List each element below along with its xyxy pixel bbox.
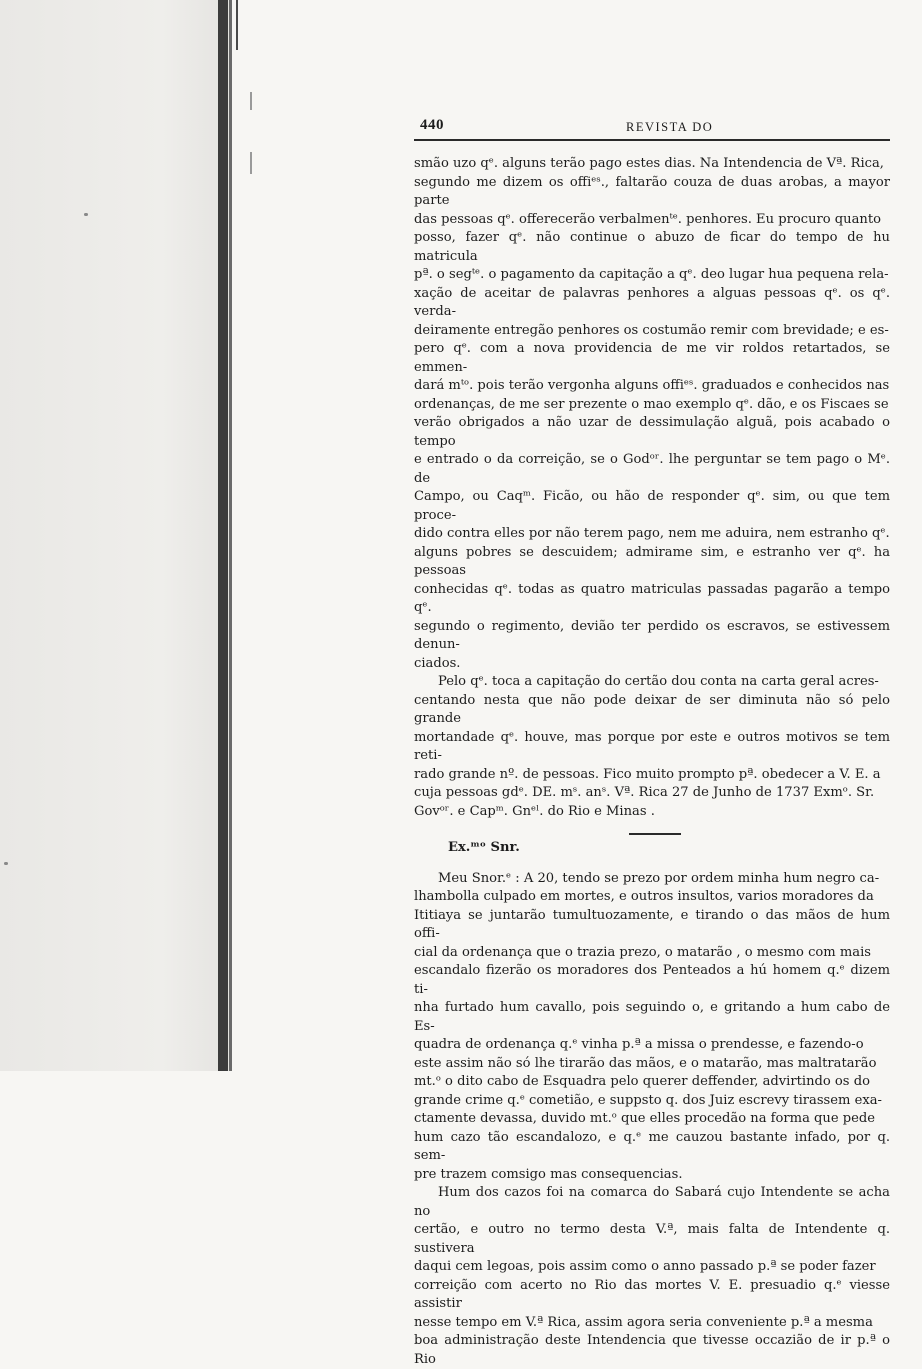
text-line: Meu Snor.ᵉ : A 20, tendo se prezo por ordem minha hum negro ca- — [438, 870, 880, 886]
text-line: ordenanças, de me ser prezente o mao exemplo qᵉ. dão, e os Fiscaes se — [414, 396, 889, 412]
paragraph — [414, 155, 890, 673]
text-line: cial da ordenança que o trazia prezo, o matarão , o mesmo com mais — [414, 944, 872, 960]
header-rule — [414, 139, 890, 141]
gutter-mark — [250, 152, 252, 174]
paragraph — [414, 870, 890, 1185]
page-header — [414, 112, 890, 138]
text-line: smão uzo qᵉ. alguns terão pago estes dias. Na Intendencia de Vª. Rica, — [414, 156, 884, 171]
letter-separator — [629, 833, 681, 835]
text-line: verão obrigados a não uzar de dessimulação alguã, pois acabado o tempo — [414, 415, 890, 449]
book-spine-edge — [229, 0, 232, 1071]
text-line: ciados. — [414, 655, 461, 671]
text-line: este assim não só lhe tirarão das mãos, e o matarão, mas maltratarão — [414, 1055, 877, 1071]
text-line: ctamente devassa, duvido mt.ᵒ que elles procedão na forma que pede — [414, 1111, 876, 1126]
book-gutter — [0, 0, 232, 1071]
text-line: daqui cem legoas, pois assim como o anno passado p.ª se poder fazer — [414, 1259, 876, 1274]
paper-speck — [4, 862, 8, 865]
book-spine — [218, 0, 228, 1071]
page-number: 440 — [420, 117, 444, 133]
text-line: e entrado o da correição, se o Godᵒʳ. lhe perguntar se tem pago o Mᵉ. de — [414, 452, 890, 486]
text-line: mt.ᵒ o dito cabo de Esquadra pelo querer deffender, advirtindo os do — [414, 1074, 870, 1089]
text-line: Pelo qᵉ. toca a capitação do certão dou conta na carta geral acres- — [438, 674, 879, 689]
text-line: certão, e outro no termo desta V.ª, mais falta de Intendente q. sustivera — [414, 1222, 890, 1256]
text-line: xação de aceitar de palavras penhores a alguas pessoas qᵉ. os qᵉ. verda- — [414, 285, 890, 319]
text-line: Hum dos cazos foi na comarca do Sabará cujo Intendente se acha no — [414, 1185, 890, 1219]
text-line: Ititiaya se juntarão tumultuozamente, e tirando o das mãos de hum offi- — [414, 907, 890, 941]
text-line: Campo, ou Caqᵐ. Ficão, ou hão de responder qᵉ. sim, ou que tem proce- — [414, 489, 890, 523]
text-line: correição com acerto no Rio das mortes V. E. presuadio q.ᵉ viesse assistir — [414, 1277, 890, 1311]
text-line: lhambolla culpado em mortes, e outros insultos, varios moradores da — [414, 889, 874, 904]
paragraph — [414, 673, 890, 821]
text-line: rado grande nº. de pessoas. Fico muito prompto pª. obedecer a V. E. a — [414, 766, 881, 782]
text-line: nesse tempo em V.ª Rica, assim agora seria conveniente p.ª a mesma — [414, 1314, 873, 1330]
text-line: grande crime q.ᵉ cometião, e suppsto q. dos Juiz escrevy tirassem exa- — [414, 1092, 882, 1108]
book-page — [414, 112, 890, 1369]
text-line: centando nesta que não pode deixar de ser diminuta não só pelo grande — [414, 692, 890, 726]
text-line: segundo o regimento, devião ter perdido os escravos, se estivessem denun- — [414, 618, 890, 652]
text-line: boa administração deste Intendencia que tivesse occazião de ir p.ª o Rio — [414, 1333, 890, 1367]
paper-speck — [84, 213, 88, 216]
text-line: pero qᵉ. com a nova providencia de me vir roldos retartados, se emmen- — [414, 341, 890, 375]
text-line: segundo me dizem os offiᵉˢ., faltarão couza de duas arobas, a mayor parte — [414, 174, 890, 208]
text-line: hum cazo tão escandalozo, e q.ᵉ me cauzou bastante infado, por q. sem- — [414, 1129, 890, 1163]
text-line: quadra de ordenança q.ᵉ vinha p.ª a missa o prendesse, e fazendo-o — [414, 1037, 864, 1052]
text-line: cuja pessoas gdᵉ. DE. mˢ. anˢ. Vª. Rica 27 de Junho de 1737 Exmᵒ. Sr. — [414, 785, 875, 800]
text-line: posso, fazer qᵉ. não continue o abuzo de ficar do tempo de hu matricula — [414, 230, 890, 264]
text-line: dará mᵗᵒ. pois terão vergonha alguns offiᵉˢ. graduados e conhecidos nas — [414, 378, 890, 393]
text-line: escandalo fizerão os moradores dos Penteados a hú homem q.ᵉ dizem ti- — [414, 963, 890, 997]
book-spine-mark — [236, 0, 238, 50]
text-line: alguns pobres se descuidem; admirame sim, e estranho ver qᵉ. ha pessoas — [414, 544, 890, 578]
text-line: deiramente entregão penhores os costumão remir com brevidade; e es- — [414, 322, 889, 338]
gutter-mark — [250, 92, 252, 110]
text-line: mortandade qᵉ. houve, mas porque por este e outros motivos se tem reti- — [414, 729, 890, 763]
text-line: Govᵒʳ. e Capᵐ. Gnᵉˡ. do Rio e Minas . — [414, 803, 655, 819]
text-line: das pessoas qᵉ. offerecerão verbalmenᵗᵉ. penhores. Eu procuro quanto — [414, 211, 882, 227]
paragraph — [414, 1184, 890, 1369]
text-line: pre trazem comsigo mas consequencias. — [414, 1166, 683, 1182]
text-line: pª. o segᵗᵉ. o pagamento da capitação a qᵉ. deo lugar hua pequena rela- — [414, 267, 889, 282]
salutation: Ex.ᵐᵒ Snr. — [448, 840, 520, 855]
running-title: REVISTA DO — [626, 120, 714, 134]
text-line: dido contra elles por não terem pago, nem me aduira, nem estranho qᵉ. — [414, 526, 890, 541]
text-line: nha furtado hum cavallo, pois seguindo o, e gritando a hum cabo de Es- — [414, 1000, 890, 1034]
text-line: conhecidas qᵉ. todas as quatro matriculas passadas pagarão a tempo qᵉ. — [414, 581, 890, 615]
